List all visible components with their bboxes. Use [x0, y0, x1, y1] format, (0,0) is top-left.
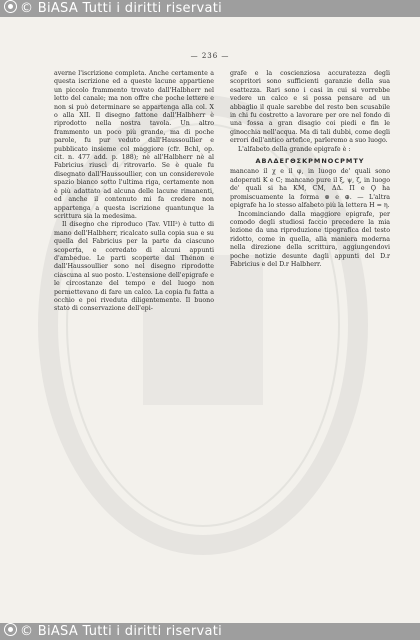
right-paragraph-3: Incominciando dalla maggiore epigrafe, per comodo degli studiosi faccio precedere la mia lezione da una riproduzione tipografica del testo ridotto, come in quella, alla maniera moderna nella direzione della scrittura, aggiungendovi poche notizie desunte dagli appunti del D.r Fabricius e del D.r Halbherr. — [230, 210, 390, 268]
watermark-top-band — [0, 0, 420, 17]
left-paragraph-1: averne l'iscrizione completa. Anche certamente a questa iscrizione ed a queste lacune appartiene un piccolo frammento trovato dall'Halbherr nel letto del canale; ma non offre che poche lettere e non si può determinare se appartenga alla col. X o alla XII. Il disegno fattone dall'Halbherr è riprodotto nella nostra tavola. Un altro frammento un poco più grande, ma di poche parole, fu pur veduto dall'Haussoullier e pubblicato insieme col maggiore (cfr. Bchl, op. cit. n. 477 add. p. 188); nè all'Halbherr nè al Fabricius riuscì di ritrovarlo. Se è quale fu disegnato dall'Haussoullier, con un considerevole spazio bianco sotto l'ultima riga, certamente non è più adattato ad alcuna delle lacune rimanenti, ed anche il contenuto mi fa credere non appartenga a questa iscrizione quantunque la scrittura sia la medesima. — [54, 70, 214, 220]
page-number: — 236 — — [190, 52, 230, 60]
watermark-top-text: © BiASA Tutti i diritti riservati — [20, 1, 223, 16]
left-column — [54, 70, 214, 314]
watermark-bottom-band — [0, 623, 420, 640]
biasa-logo-icon-bottom — [4, 623, 17, 636]
watermark-bottom-text: © BiASA Tutti i diritti riservati — [20, 624, 223, 639]
left-paragraph-2: Il disegno che riproduco (Tav. VIII²) è tutto di mano dell'Halbherr, ricalcato sulla copia sua e su quella del Fabricius per la parte da ciascuno scoperta, e corredato di alcuni appunti d'ambedue. Le parti scoperte dal Thénon e dall'Haussoullier sono nel disegno riprodotte ciascuna al suo posto. L'estensione dell'epigrafe e le circostanze del tempo e del luogo non permettevano di fare un calco. La copia fu fatta a occhio e poi riveduta diligentemente. Il buono stato di conservazione dell'epi- — [54, 221, 214, 313]
right-paragraph-2: mancano il χ e il φ, in luogo de' quali sono adoperati Κ e Ϲ; mancano pure il ξ, ψ, ζ, in luogo de' quali si ha ΚΜ, ϹΜ, ΔΔ. Π e Ϙ ha promiscuamente la forma ⊗ e ⊕. — L'altra epigrafe ha lo stesso alfabeto più la lettera Η = η. — [230, 168, 390, 210]
biasa-logo-icon — [4, 0, 17, 13]
alphabet-intro: L'alfabeto della grande epigrafe è : — [238, 145, 351, 153]
alphabet-line: ΑΒΛΔΕΓΘΣΚΡΜΝΟϹΡΜΤΥ — [255, 157, 365, 166]
right-column — [230, 70, 390, 269]
right-paragraph-1: grafe e la coscienziosa accuratezza degli scopritori sono sufficienti garanzie della sua esattezza. Rari sono i casi in cui si vorrebbe vedere un calco e si possa pensare ad un abbaglio il quale sarebbe del resto ben scusabile in chi fu costretto a lavorare per ore nel fondo di una fossa a gran disagio coi piedi e fin le ginocchia nell'acqua. Ma di tali dubbi, come degli errori dell'antico artefice, parleremo a suo luogo. — [230, 70, 390, 145]
